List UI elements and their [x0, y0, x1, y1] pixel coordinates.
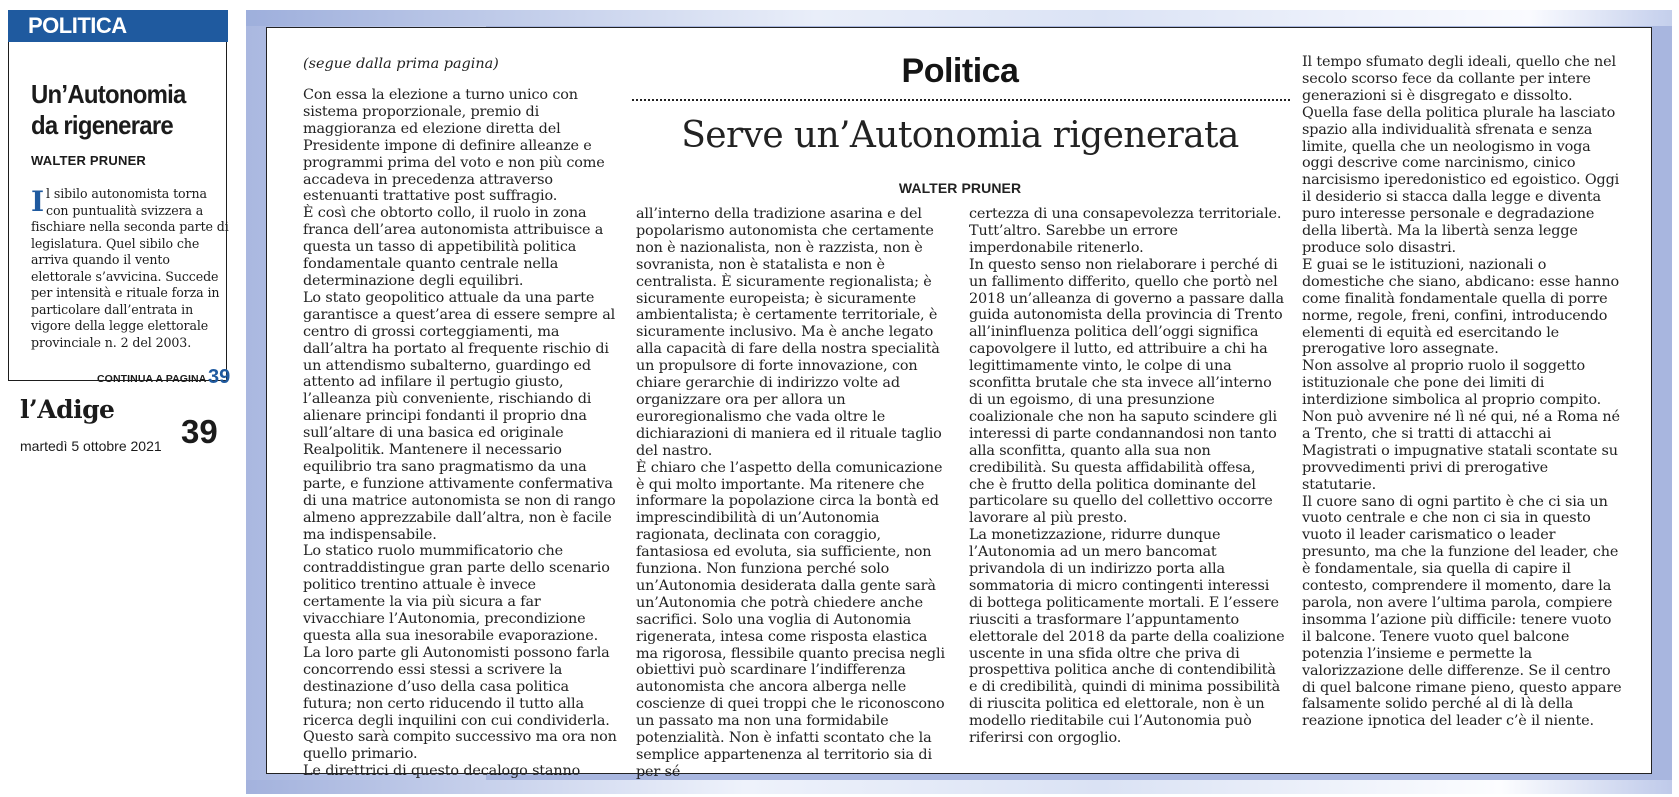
article-paragraph: È così che obtorto collo, il ruolo in zona franca dell’area autonomista attribuisce a questa un tasso di appetibilità politica fondamentale quanto centrale nella determinazione degli equilibri.: [303, 205, 604, 289]
article-paragraph: Il tempo sfumato degli ideali, quello che nel secolo scorso fece da collante per intere generazioni si è disgregato e dissolto. Quella fase della politica plurale ha lasciato spazio alla individualità sfrenata e senza limite, quella che un neologismo in voga oggi descrive come narcinismo, cinico narcisismo iperedonistico ed egoistico. Oggi il desiderio si stacca dalla legge e diventa puro interesse personale e degradazione della libertà. Ma la libertà senza legge produce solo disastri.: [1302, 54, 1620, 256]
article-column-3: [969, 206, 1285, 747]
article-paragraph: Il cuore sano di ogni partito è che ci sia un vuoto centrale e che non ci sia in questo vuoto il leader carismatico o leader presunto, ma che la funzione del leader, che è fondamentale, sia quella di capire il contesto, comprendere il momento, dare la parola, non avere l’ultima parola, compiere insomma l’azione più difficile: tenere vuoto il balcone. Tenere vuoto quel balcone potenzia l’insieme e permette la valorizzazione delle differenze. Se il centro di quel balcone rimane pieno, questo appare falsamente solido perché al di là della reazione ipnotica del leader c’è il niente.: [1302, 493, 1622, 730]
section-title: Politica: [901, 52, 1019, 90]
summary-box: [8, 10, 231, 388]
article-paragraph: E guai se le istituzioni, nazionali o domestiche che siano, abdicano: esse hanno come finalità fondamentale quella di porre norme, regole, freni, confini, introducendo elementi di equità ed esercitando le prerogative loro assegnate.: [1302, 256, 1620, 358]
newspaper-logo: l’Adige: [20, 395, 115, 424]
continue-link[interactable]: CONTINUA A PAGINA: [97, 373, 207, 385]
article-column-4: [1302, 54, 1622, 730]
article-paragraph: Non assolve al proprio ruolo il soggetto istituzionale che pone dei limiti di interdizione simbolica al proprio compito. Non può avvenire né lì né qui, né a Roma né a Trento, che si tratti di attacchi ai Magistrati o impugnative statali scontate su provvedimenti privi di prerogative statutarie.: [1302, 358, 1620, 493]
article-paragraph: all’interno della tradizione asarina e del popolarismo autonomista che certamente non è nazionalista, non è razzista, non è sovranista, non è statalista e non è centralista. È sicuramente regionalista; è sicuramente europeista; è sicuramente ambientalista; è certamente territoriale, è sicuramente inclusivo. Ma è anche legato alla capacità di fare della nostra specialità un propulsore di forte innovazione, con chiare gerarchie di indirizzo volte ad organizzare ora per allora un euroregionalismo che vada oltre le dichiarazioni di maniera ed il rituale taglio del nastro.: [636, 206, 942, 459]
article-paragraph: Le direttrici di questo decalogo stanno: [303, 763, 581, 780]
article-paragraph: È chiaro che l’aspetto della comunicazione è qui molto importante. Ma ritenere che informare la popolazione circa la bontà ed imprescindibilità di un’Autonomia ragionata, declinata con coraggio, fantasiosa ed evoluta, sia sufficiente, non funziona. Non funziona perché solo un’Autonomia desiderata dalla gente sarà un’Autonomia che potrà chiedere anche sacrifici. Solo una voglia di Autonomia rigenerata, intesa come risposta elastica ma rigorosa, flessibile quanto precisa negli obiettivi può scardinare l’indifferenza autonomista che ancora alberga nelle coscienze di quei troppi che le riconoscono un passato ma non una formidabile potenzialità. Non è infatti scontato che la semplice appartenenza al territorio sia di per sé: [636, 459, 945, 780]
article-paragraph: La loro parte gli Autonomisti possono farla concorrendo essi stessi a scrivere la destinazione d’uso della casa politica futura; non certo riducendo il tutto alla ricerca degli inquilini con cui condividerla.: [303, 644, 610, 729]
article-paragraph: Lo stato geopolitico attuale da una parte garantisce a quest’area di essere sempre al centro di grossi corteggiamenti, ma dall’altra ha portato al frequente rischio di un attendismo subalterno, guardingo ed attento ad infilare il pertugio giusto, l’alleanza più conveniente, rischiando di alienare principi fondanti il proprio dna sull’altare di una basica ed originale Realpolitik. Mantenere il necessario equilibrio tra sano pragmatismo da una parte, e funzione attivamente confermativa di una matrice autonomista se non di rango almeno apprezzabile dall’altra, non è facile ma indispensabile.: [303, 289, 616, 543]
summary-author: WALTER PRUNER: [31, 153, 147, 168]
continue-page-number[interactable]: 39: [208, 366, 231, 388]
article-column-2: [636, 206, 953, 781]
frame-bottom-edge: [246, 780, 1672, 794]
summary-body: l sibilo autonomista torna con puntualità svizzera a fischiare nella seconda parte di legislatura. Quel sibilo che arriva quando il vento elettorale s’avvicina. Succede per intensità e rituale forza in particolare dall’entrata in vigore della legge elettorale provinciale n. 2 del 2003.: [31, 186, 229, 350]
article-byline: WALTER PRUNER: [898, 180, 1022, 196]
dotted-divider: [632, 99, 1290, 101]
article-paragraph: La monetizzazione, ridurre dunque l’Autonomia ad un mero bancomat privandola di un indirizzo porta alla sommatoria di micro contingenti interessi di bottega politicamente mortali. E l’essere riusciti a trasformare l’appuntamento elettorale del 2018 da parte della coalizione uscente in una sfida oltre che priva di prospettiva politica anche di contendibilità e di credibilità, quindi di minima possibilità di riuscita politica ed elettorale, non è un modello rieditabile cui l’Autonomia può riferirsi con orgoglio.: [969, 527, 1285, 747]
frame-top-edge: [246, 10, 1672, 26]
article-paragraph: Con essa la elezione a turno unico con sistema proporzionale, premio di maggioranza ed elezione diretta del Presidente impone di definire alleanze e programmi prima del voto e non più come accadeva in precedenza attraverso estenuanti trattative post suffragio.: [303, 87, 605, 205]
article-headline: Serve un’Autonomia rigenerata: [681, 115, 1239, 156]
section-tag: POLITICA: [8, 10, 228, 42]
article-paragraph: In questo senso non rielaborare i perché di un fallimento differito, quello che portò nel 2018 un’alleanza di governo a passare dalla guida autonomista della provincia di Trento all’ininfluenza politica dell’oggi significa capovolgere il lutto, ed attribuire a chi ha legittimamente vinto, le colpe di una sconfitta brutale che sta invece all’interno di un egoismo, di una presunzione coalizionale che non ha saputo scindere gli interessi di parte condannandosi non tanto alla sconfitta, quanto alla sua non credibilità. Su questa affidabilità offesa, che è frutto della politica dominante del particolare su quello del collettivo occorre lavorare al più presto.: [969, 256, 1284, 527]
article-paragraph: Lo statico ruolo mummificatorio che contraddistingue gran parte dello scenario politico trentino attuale è invece certamente la via più sicura a far vivacchiare l’Autonomia, precondizione questa alla sua inesorabile evaporazione.: [303, 543, 610, 644]
summary-text: [31, 186, 229, 351]
issue-date: martedì 5 ottobre 2021: [20, 438, 162, 454]
summary-title: Un’Autonomia da rigenerare: [31, 79, 186, 140]
article-paragraph: Questo sarà compito successivo ma ora non quello primario.: [303, 729, 617, 763]
article-paragraph: certezza di una consapevolezza territoriale. Tutt’altro. Sarebbe un errore imperdonabile ritenerlo.: [969, 206, 1282, 256]
page-number: 39: [181, 413, 218, 450]
masthead: [18, 395, 228, 455]
segue-note: (segue dalla prima pagina): [303, 56, 499, 72]
drop-cap: I: [31, 185, 44, 218]
article-column-1: [303, 87, 618, 780]
